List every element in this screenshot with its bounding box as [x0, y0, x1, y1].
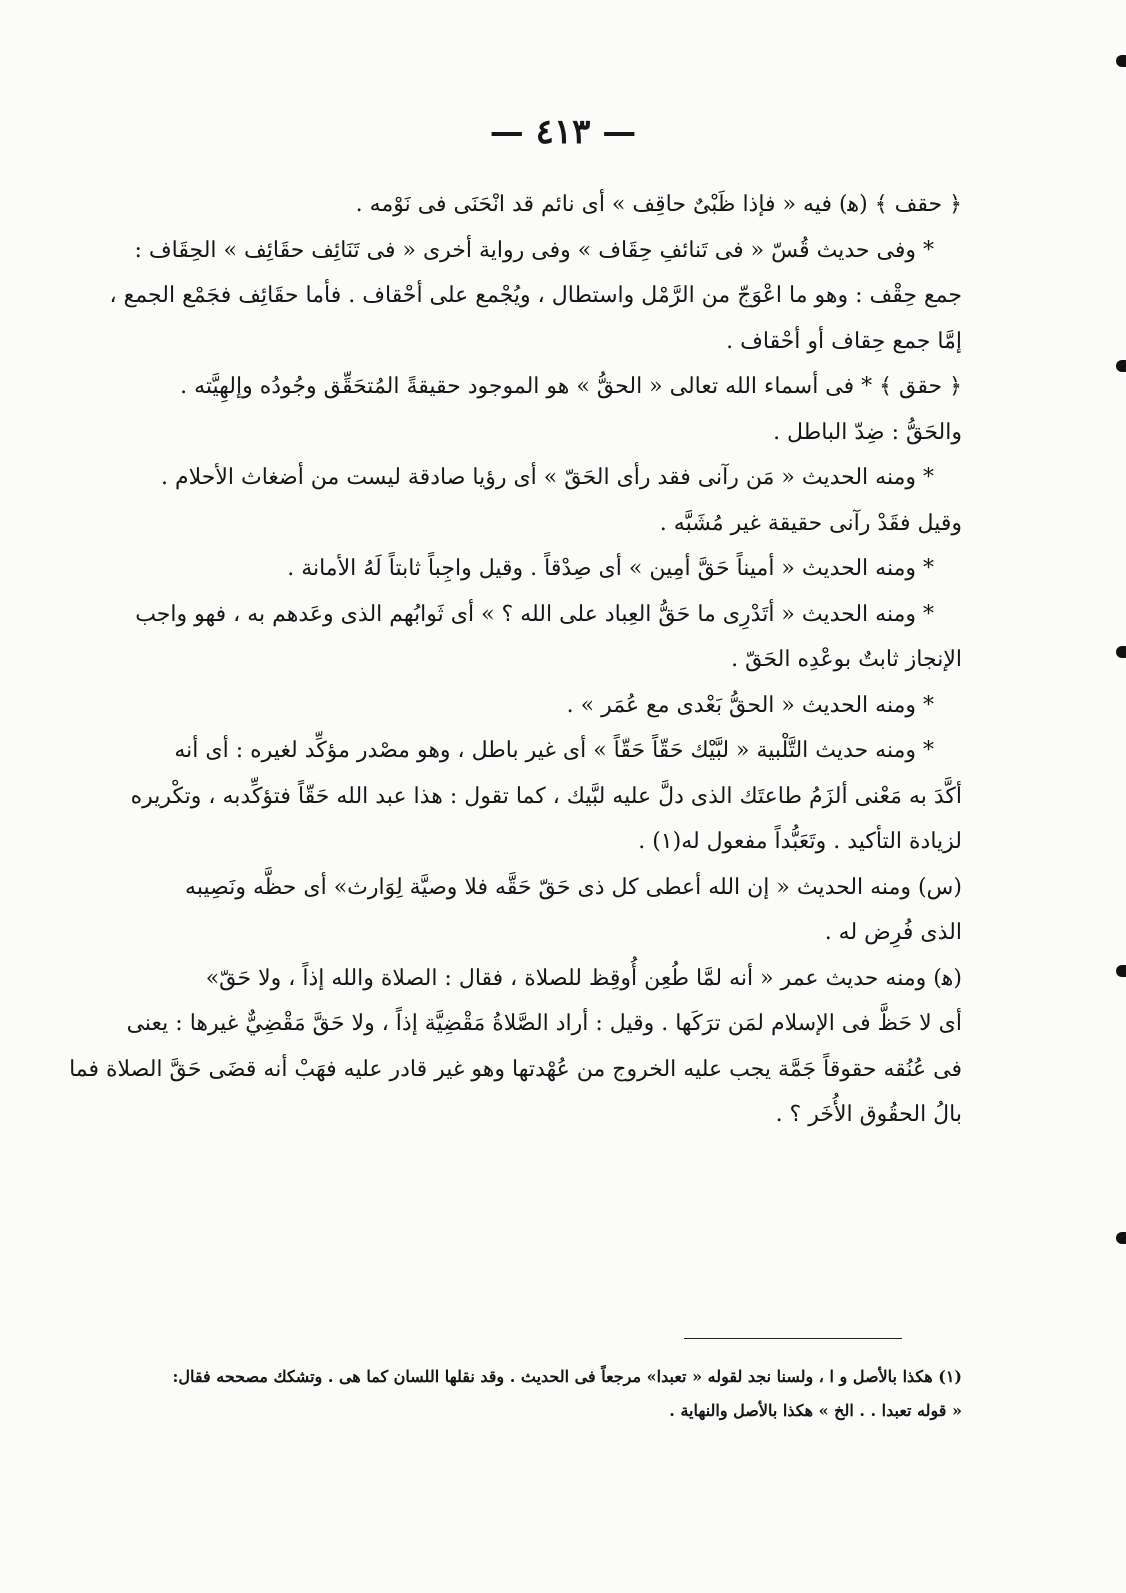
footnotes [166, 1360, 962, 1428]
text-line: * ومنه الحديث « الحقُّ بَعْدى مع عُمَر » . [566, 692, 934, 718]
footnote-line: « قوله تعبدا . . الخ » هكذا بالأصل والنهاية . [669, 1401, 962, 1420]
text-line: جمع حِقْف : وهو ما اعْوَجّ من الرَّمْل واستطال ، ويُجْمع على أحْقاف . فأما حقَائِف فجَمْع الجمع ، [109, 283, 962, 308]
page-number: — ٤١٣ — [489, 112, 637, 152]
text-line: والحَقُّ : ضِدّ الباطل . [773, 419, 962, 445]
text-line: وقيل فقَدْ رآنى حقيقة غير مُشَبَّه . [659, 510, 962, 536]
text-line: الإنجاز ثابتٌ بوعْدِه الحَقّ . [731, 647, 962, 672]
footnote-divider [684, 1338, 902, 1339]
scan-edge-mark [1116, 360, 1126, 372]
text-line: * ومنه الحديث « أميناً حَقَّ أمِين » أى صِدْقاً . وقيل واجِباً ثابتاً لَهُ الأمانة . [287, 556, 934, 581]
text-line: * ومنه حديث التَّلْبية « لبَّيْك حَقّاً حَقّاً » أى غير باطل ، وهو مصْدر مؤكِّد لغيره : أى أنه [174, 738, 934, 763]
main-text [69, 182, 962, 1138]
text-line: * وفى حديث قُسّ « فى تَنائفِ حِقَاف » وفى رواية أخرى « فى تَنَائِف حقَائِف » الحِقَاف : [134, 237, 934, 263]
text-line: ﴿ حقف ﴾ (ﻫ) فيه « فإذا ظَبْىٌ حاقِف » أى نائم قد انْحَنَى فى نَوْمه . [355, 192, 962, 217]
text-line: أى لا حَظَّ فى الإسلام لمَن ترَكَها . وقيل : أراد الصَّلاةُ مَقْضِيَّة إذاً ، ولا حَقَّ مَقْضِيٌّ غيرها : يعنى [126, 1011, 962, 1036]
text-line: * ومنه الحديث « أتَدْرِى ما حَقُّ العِباد على الله ؟ » أى ثَوابُهم الذى وعَدهم به ، فهو واجب [135, 601, 934, 627]
scan-edge-mark [1116, 646, 1126, 658]
text-line: (ﻫ) ومنه حديث عمر « أنه لمَّا طُعِن أُوقِظ للصلاة ، فقال : الصلاة والله إذاً ، ولا حَقّ» [205, 965, 962, 991]
scan-edge-mark [1116, 55, 1126, 67]
text-line: أكَّدَ به مَعْنى ألزَمُ طاعتَك الذى دلَّ عليه لبَّيك ، كما تقول : هذا عبد الله حَقّاً فتؤكِّدبه ، وتكْريره [130, 783, 962, 809]
text-line: فى عُنُقه حقوقاً جَمَّة يجب عليه الخروج من عُهْدتها وهو غير قادر عليه فهَبْ أنه قضَى حَقَّ الصلاة فما [69, 1056, 962, 1082]
footnote-line: (١) هكذا بالأصل و ا ، ولسنا نجد لقوله « تعبدا» مرجعاً فى الحديث . وقد نقلها اللسان كما هى . وتشكك مصححه فقال: [172, 1367, 962, 1386]
text-line: ﴿ حقق ﴾ * فى أسماء الله تعالى « الحقُّ » هو الموجود حقيقةً المُتحَقِّق وجُودُه وإلهِيَّته . [180, 374, 962, 399]
scan-edge-mark [1116, 965, 1126, 977]
text-line: الذى فُرِض له . [824, 920, 962, 945]
text-line: بالُ الحقُوق الأُخَر ؟ . [775, 1102, 962, 1127]
text-line: لزيادة التأكيد . وتَعَبُّداً مفعول له(١) . [638, 829, 962, 854]
text-line: إمَّا جمع حِقاف أو أحْقاف . [726, 328, 962, 354]
text-line: (س) ومنه الحديث « إن الله أعطى كل ذى حَقّ حَقَّه فلا وصيَّة لِوَارث» أى حظَّه ونَصِيبه [185, 874, 962, 900]
scan-edge-mark [1116, 1232, 1126, 1244]
text-line: * ومنه الحديث « مَن رآنى فقد رأى الحَقّ » أى رؤيا صادقة ليست من أضغاث الأحلام . [161, 465, 934, 490]
